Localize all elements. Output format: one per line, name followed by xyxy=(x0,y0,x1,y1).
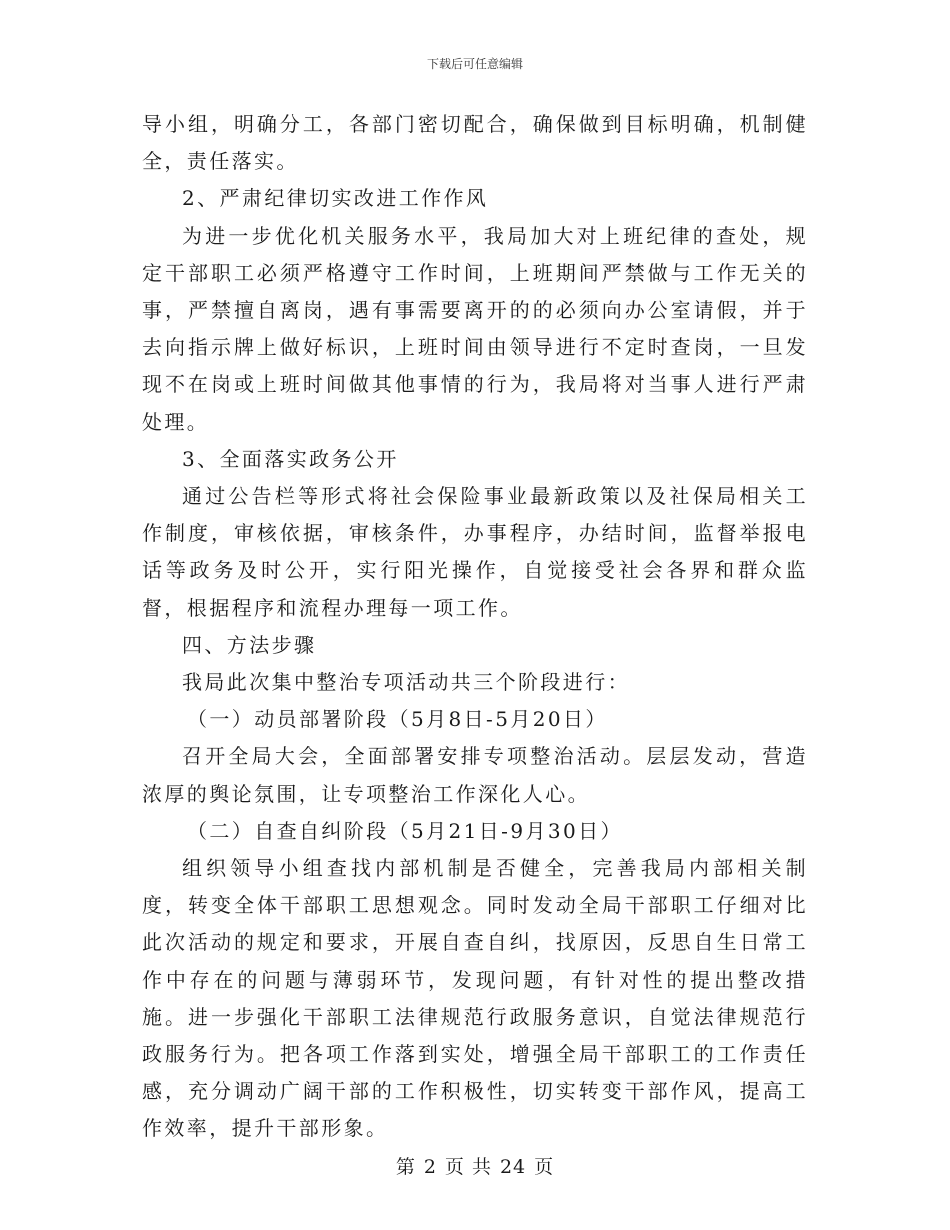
section-heading-discipline: 2、严肃纪律切实改进工作作风 xyxy=(182,186,489,211)
current-page-number: 2 xyxy=(423,1156,437,1178)
footer-prefix: 第 xyxy=(395,1156,416,1178)
stage-heading-mobilization: （一）动员部署阶段（5月8日-5月20日） xyxy=(187,707,608,732)
paragraph-transparency: 通过公告栏等形式将社会保险事业最新政策以及社保局相关工作制度，审核依据，审核条件，办事程序，办结时间，监督举报电话等政务及时公开，实行阳光操作，自觉接受社会各界和群众监督，根据程序和流程办理每一项工作。 xyxy=(142,484,808,620)
paragraph-stages-intro: 我局此次集中整治专项活动共三个阶段进行： xyxy=(182,670,630,695)
paragraph-mobilization: 召开全局大会，全面部署安排专项整治活动。层层发动，营造浓厚的舆论氛围，让专项整治工作深化人心。 xyxy=(142,744,808,806)
total-page-count: 24 xyxy=(499,1156,527,1178)
stage-heading-self-inspection: （二）自查自纠阶段（5月21日-9月30日） xyxy=(187,818,623,843)
paragraph-continuation: 导小组，明确分工，各部门密切配合，确保做到目标明确，机制健全，责任落实。 xyxy=(142,112,808,174)
section-heading-transparency: 3、全面落实政务公开 xyxy=(182,446,399,471)
paragraph-self-inspection: 组织领导小组查找内部机制是否健全，完善我局内部相关制度，转变全体干部职工思想观念。同时发动全局干部职工仔细对比此次活动的规定和要求，开展自查自纠，找原因，反思自生日常工作中存在的问题与薄弱环节，发现问题，有针对性的提出整改措施。进一步强化干部职工法律规范行政服务意识，自觉法律规范行政服务行为。把各项工作落到实处，增强全局干部职工的工作责任感，充分调动广阔干部的工作积极性，切实转变干部作风，提高工作效率，提升干部形象。 xyxy=(142,856,808,1141)
footer-mid: 页 共 xyxy=(444,1156,492,1178)
paragraph-discipline: 为进一步优化机关服务水平，我局加大对上班纪律的查处，规定干部职工必须严格遵守工作时间，上班期间严禁做与工作无关的事，严禁擅自离岗，遇有事需要离开的的必须向办公室请假，并于去向指示牌上做好标识，上班时间由领导进行不定时查岗，一旦发现不在岗或上班时间做其他事情的行为，我局将对当事人进行严肃处理。 xyxy=(142,223,808,434)
document-body xyxy=(142,106,808,1148)
page-footer xyxy=(0,1152,950,1179)
footer-suffix: 页 xyxy=(534,1156,555,1178)
section-heading-methods: 四、方法步骤 xyxy=(182,632,317,657)
page-header: 下载后可任意编辑 xyxy=(426,57,523,71)
